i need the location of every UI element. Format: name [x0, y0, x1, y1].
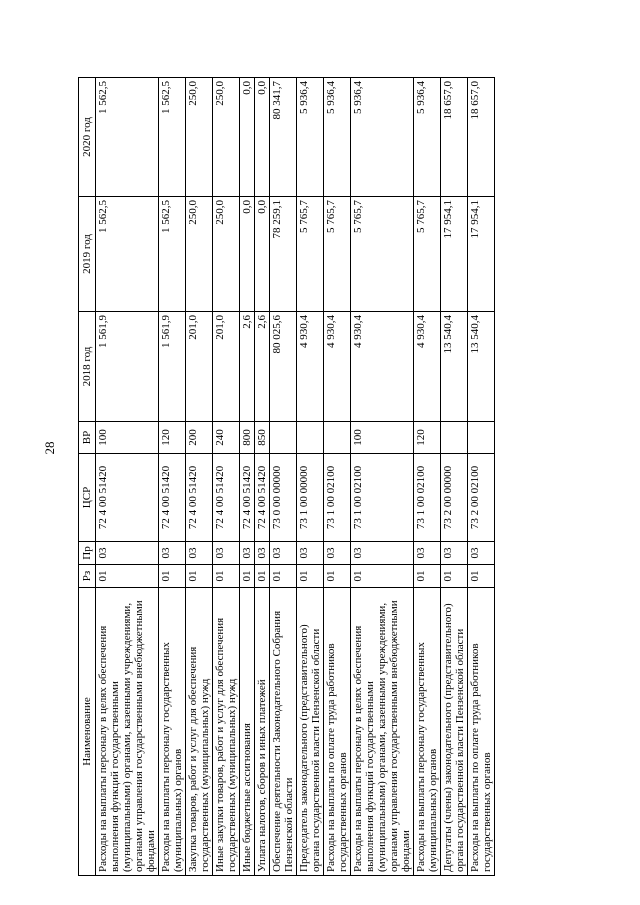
row-name: Расходы на выплаты персоналу в целях обеспечения выполнения функций государственными (муниципальными) органами, казенными учреждениями, органами управления государственными внебюджетными фондами: [96, 588, 159, 876]
row-2019: 250,0: [186, 197, 213, 312]
row-vr: [324, 422, 351, 454]
row-rz: 01: [213, 565, 240, 588]
row-2020: 0,0: [255, 78, 270, 197]
row-name: Расходы на выплаты персоналу в целях обеспечения выполнения функций государственными (муниципальными) органами, казенными учреждениями, органами управления государственными внебюджетными фондами: [351, 588, 414, 876]
header-2020: 2020 год: [79, 78, 96, 197]
row-2019: 0,0: [240, 197, 255, 312]
row-2020: 250,0: [213, 78, 240, 197]
row-name: Депутаты (члены) законодательного (представительного) органа государственной власти Пензенской области: [441, 588, 468, 876]
row-vr: 120: [414, 422, 441, 454]
header-2019: 2019 год: [79, 197, 96, 312]
row-2018: 13 540,4: [468, 312, 495, 422]
row-csr: 73 1 00 00000: [297, 454, 324, 542]
row-vr: 120: [159, 422, 186, 454]
row-2019: 5 765,7: [351, 197, 414, 312]
row-2020: 1 562,5: [159, 78, 186, 197]
row-pr: 03: [324, 542, 351, 565]
row-2018: 201,0: [186, 312, 213, 422]
row-2020: 5 936,4: [351, 78, 414, 197]
row-vr: 800: [240, 422, 255, 454]
row-rz: 01: [270, 565, 297, 588]
row-2018: 2,6: [240, 312, 255, 422]
table-row: [255, 78, 270, 876]
row-name: Расходы на выплаты по оплате труда работников государственных органов: [324, 588, 351, 876]
row-name: Иные закупки товаров, работ и услуг для обеспечения государственных (муниципальных) нужд: [213, 588, 240, 876]
row-csr: 73 2 00 00000: [441, 454, 468, 542]
row-pr: 03: [240, 542, 255, 565]
table-row: [240, 78, 255, 876]
row-2020: 1 562,5: [96, 78, 159, 197]
header-vr: ВР: [79, 422, 96, 454]
row-rz: 01: [240, 565, 255, 588]
row-pr: 03: [297, 542, 324, 565]
row-2018: 4 930,4: [414, 312, 441, 422]
row-csr: 72 4 00 51420: [255, 454, 270, 542]
budget-table-container: [78, 78, 598, 876]
row-name: Обеспечение деятельности Законодательного Собрания Пензенской области: [270, 588, 297, 876]
row-2019: 17 954,1: [441, 197, 468, 312]
row-2019: 78 259,1: [270, 197, 297, 312]
row-csr: 72 4 00 51420: [240, 454, 255, 542]
row-csr: 72 4 00 51420: [213, 454, 240, 542]
row-rz: 01: [324, 565, 351, 588]
table-row: [159, 78, 186, 876]
row-pr: 03: [468, 542, 495, 565]
row-csr: 72 4 00 51420: [96, 454, 159, 542]
row-2019: 0,0: [255, 197, 270, 312]
row-2018: 4 930,4: [297, 312, 324, 422]
row-2020: 5 936,4: [324, 78, 351, 197]
row-rz: 01: [441, 565, 468, 588]
row-2019: 5 765,7: [414, 197, 441, 312]
row-csr: 73 1 00 02100: [351, 454, 414, 542]
row-vr: [270, 422, 297, 454]
row-pr: 03: [414, 542, 441, 565]
header-pr: Пр: [79, 542, 96, 565]
row-2019: 5 765,7: [297, 197, 324, 312]
row-2018: 1 561,9: [96, 312, 159, 422]
row-name: Расходы на выплаты персоналу государственных (муниципальных) органов: [159, 588, 186, 876]
row-csr: 73 1 00 02100: [324, 454, 351, 542]
row-2020: 5 936,4: [297, 78, 324, 197]
page-number: 28: [42, 441, 57, 455]
table-row: [270, 78, 297, 876]
row-pr: 03: [213, 542, 240, 565]
row-2020: 0,0: [240, 78, 255, 197]
row-rz: 01: [468, 565, 495, 588]
row-2019: 5 765,7: [324, 197, 351, 312]
table-row: [414, 78, 441, 876]
row-rz: 01: [351, 565, 414, 588]
row-2018: 80 025,6: [270, 312, 297, 422]
row-2020: 250,0: [186, 78, 213, 197]
row-pr: 03: [96, 542, 159, 565]
row-pr: 03: [186, 542, 213, 565]
row-2018: 1 561,9: [159, 312, 186, 422]
table-header-row: [79, 78, 96, 876]
header-name: Наименование: [79, 588, 96, 876]
row-name: Иные бюджетные ассигнования: [240, 588, 255, 876]
row-name: Расходы на выплаты по оплате труда работников государственных органов: [468, 588, 495, 876]
header-csr: ЦСР: [79, 454, 96, 542]
row-vr: 100: [96, 422, 159, 454]
row-2018: 4 930,4: [324, 312, 351, 422]
row-vr: 240: [213, 422, 240, 454]
row-csr: 72 4 00 51420: [159, 454, 186, 542]
row-name: Уплата налогов, сборов и иных платежей: [255, 588, 270, 876]
table-row: [324, 78, 351, 876]
row-name: Расходы на выплаты персоналу государственных (муниципальных) органов: [414, 588, 441, 876]
header-2018: 2018 год: [79, 312, 96, 422]
row-2020: 18 657,0: [468, 78, 495, 197]
row-rz: 01: [96, 565, 159, 588]
row-2018: 2,6: [255, 312, 270, 422]
row-vr: 850: [255, 422, 270, 454]
row-csr: 73 0 00 00000: [270, 454, 297, 542]
table-row: [297, 78, 324, 876]
row-2019: 1 562,5: [96, 197, 159, 312]
row-pr: 03: [270, 542, 297, 565]
row-csr: 73 2 00 02100: [468, 454, 495, 542]
row-rz: 01: [255, 565, 270, 588]
row-pr: 03: [441, 542, 468, 565]
row-2020: 80 341,7: [270, 78, 297, 197]
row-2018: 13 540,4: [441, 312, 468, 422]
row-vr: [297, 422, 324, 454]
row-name: Председатель законодательного (представительного) органа государственной власти Пензенской области: [297, 588, 324, 876]
budget-table: [78, 77, 495, 876]
row-csr: 72 4 00 51420: [186, 454, 213, 542]
table-row: [351, 78, 414, 876]
row-2018: 4 930,4: [351, 312, 414, 422]
row-csr: 73 1 00 02100: [414, 454, 441, 542]
row-pr: 03: [351, 542, 414, 565]
row-rz: 01: [414, 565, 441, 588]
row-2020: 18 657,0: [441, 78, 468, 197]
row-rz: 01: [297, 565, 324, 588]
table-row: [468, 78, 495, 876]
table-row: [186, 78, 213, 876]
row-vr: 200: [186, 422, 213, 454]
row-2019: 1 562,5: [159, 197, 186, 312]
row-name: Закупка товаров, работ и услуг для обеспечения государственных (муниципальных) нужд: [186, 588, 213, 876]
table-row: [441, 78, 468, 876]
header-rz: Рз: [79, 565, 96, 588]
row-vr: 100: [351, 422, 414, 454]
row-2019: 17 954,1: [468, 197, 495, 312]
table-row: [96, 78, 159, 876]
row-pr: 03: [159, 542, 186, 565]
table-row: [213, 78, 240, 876]
row-vr: [468, 422, 495, 454]
row-2018: 201,0: [213, 312, 240, 422]
row-rz: 01: [186, 565, 213, 588]
row-rz: 01: [159, 565, 186, 588]
row-2019: 250,0: [213, 197, 240, 312]
row-vr: [441, 422, 468, 454]
row-pr: 03: [255, 542, 270, 565]
row-2020: 5 936,4: [414, 78, 441, 197]
